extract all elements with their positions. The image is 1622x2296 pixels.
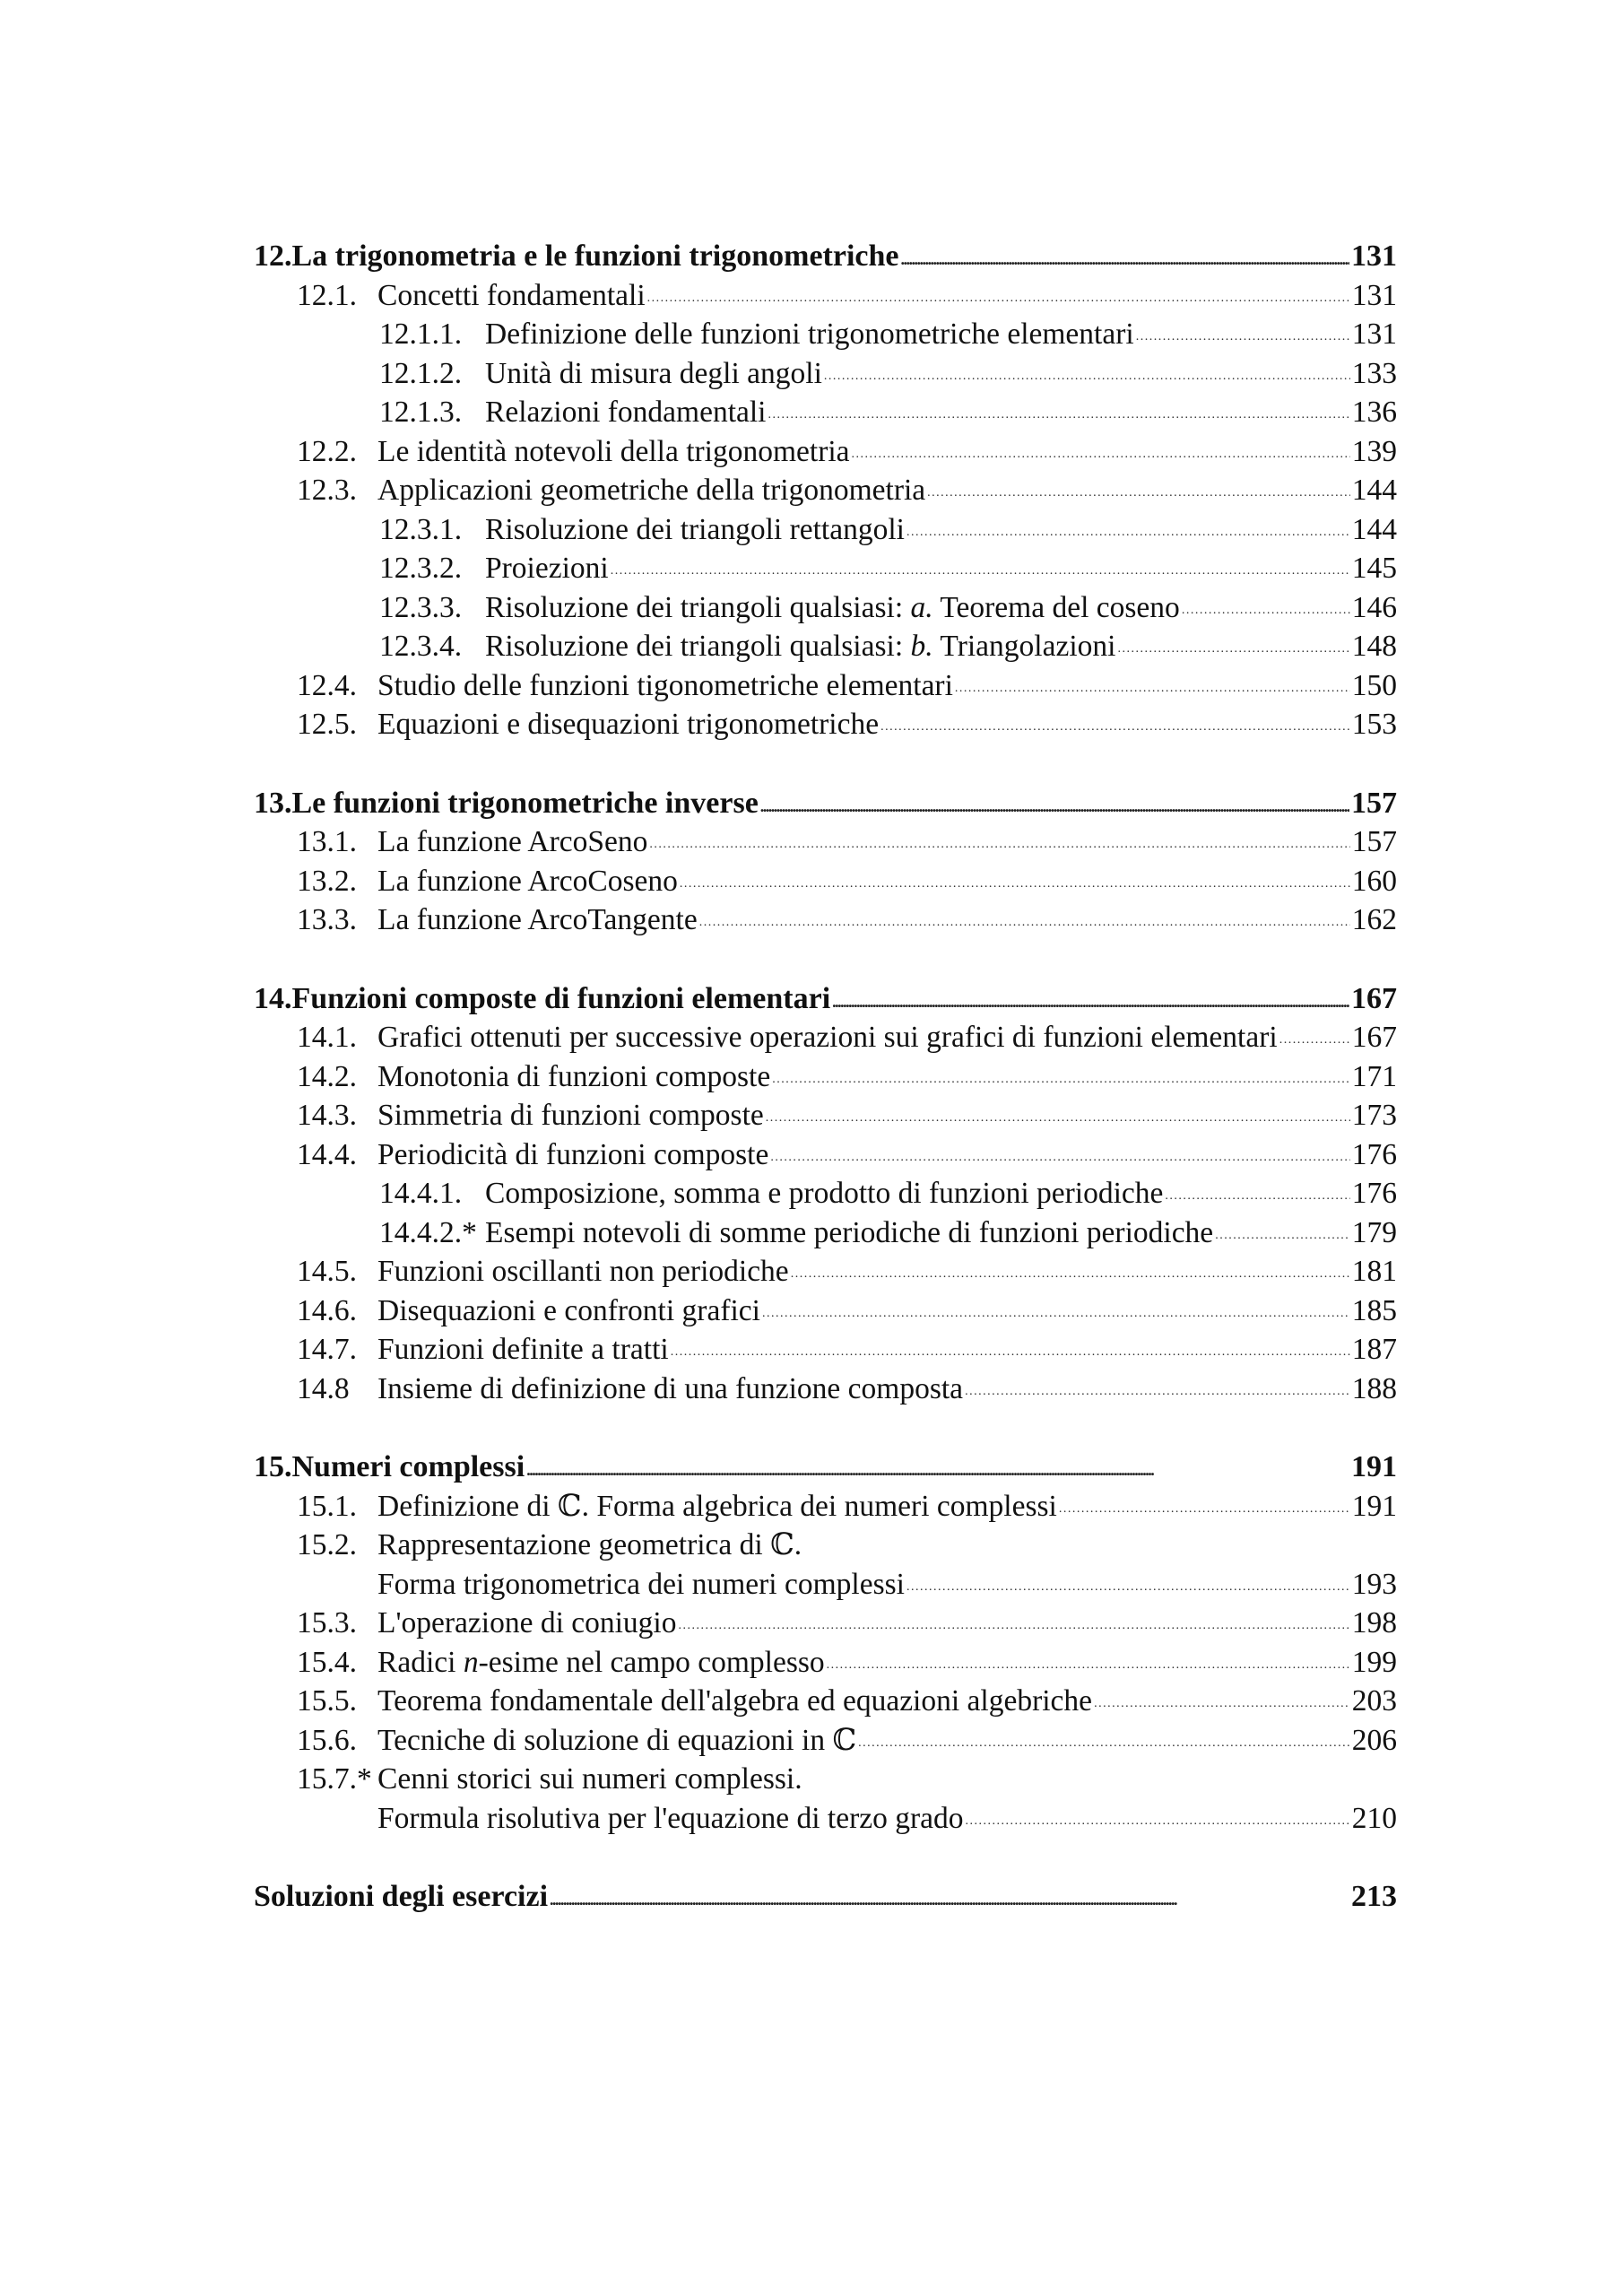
entry-number: 12.1.3.: [379, 396, 463, 429]
section-entry[interactable]: [254, 1721, 1397, 1761]
dot-leader: [955, 668, 1350, 695]
entry-page: 157: [1351, 825, 1397, 858]
dot-leader: [880, 707, 1350, 734]
dot-leader: [1215, 1215, 1350, 1242]
entry-number: 12.1.2.: [379, 356, 463, 390]
entry-title: La funzione ArcoSeno: [377, 825, 648, 858]
entry-title: L'operazione di coniugio: [377, 1606, 677, 1639]
entry-number: 13.1.: [297, 825, 357, 858]
entry-page: 167: [1351, 1021, 1397, 1054]
entry-page: 162: [1351, 903, 1397, 936]
section-entry[interactable]: [254, 1018, 1397, 1057]
entry-page: 203: [1351, 1684, 1397, 1718]
chapter-heading[interactable]: [254, 1448, 1397, 1487]
dot-leader: [906, 512, 1350, 539]
dot-leader: [965, 1371, 1350, 1398]
entry-page: 188: [1351, 1371, 1397, 1405]
entry-title: Grafici ottenuti per successive operazioni sui grafici di funzioni elementari: [377, 1021, 1278, 1054]
dot-leader: [858, 1723, 1350, 1750]
entry-title-part: Teorema del coseno: [932, 590, 1180, 624]
chapter-number: 14.: [254, 981, 292, 1015]
entry-number: 14.4.1.: [379, 1177, 463, 1210]
entry-title: Definizione di ℂ. Forma algebrica dei numeri complessi: [377, 1489, 1057, 1523]
section-entry[interactable]: [254, 1760, 1397, 1799]
dot-leader: [1136, 317, 1350, 344]
subsection-entry[interactable]: [254, 588, 1397, 628]
entry-title-part: Radici: [377, 1645, 464, 1679]
entry-number: 12.4.: [297, 668, 357, 702]
entry-title: Risoluzione dei triangoli rettangoli: [485, 512, 905, 546]
section-entry[interactable]: [254, 822, 1397, 862]
entry-title: Tecniche di soluzione di equazioni in ℂ: [377, 1723, 857, 1757]
chapter-gap: [254, 1408, 1397, 1448]
dot-leader: [762, 1293, 1350, 1320]
section-entry[interactable]: [254, 1682, 1397, 1721]
entry-number: 15.3.: [297, 1606, 357, 1639]
entry-title: Formula risolutiva per l'equazione di terzo grado: [377, 1801, 964, 1835]
dot-leader: [550, 1879, 1349, 1906]
entry-number: 14.6.: [297, 1293, 357, 1327]
entry-number: 13.3.: [297, 903, 357, 936]
dot-leader: [611, 551, 1350, 578]
chapter-gap: [254, 744, 1397, 784]
entry-title: Monotonia di funzioni composte: [377, 1059, 771, 1093]
entry-title-italic: a.: [910, 590, 933, 624]
entry-number: 12.3.3.: [379, 590, 463, 624]
entry-title: Funzioni definite a tratti: [377, 1333, 669, 1366]
dot-leader: [768, 395, 1350, 422]
dot-leader: [791, 1254, 1350, 1281]
entry-number: 14.8: [297, 1371, 350, 1405]
entry-page: 133: [1351, 356, 1397, 390]
dot-leader: [1117, 629, 1349, 656]
dot-leader: [1182, 590, 1350, 617]
dot-leader: [526, 1449, 1349, 1476]
entry-number: 15.7.*: [297, 1762, 372, 1796]
section-entry[interactable]: [254, 1643, 1397, 1683]
chapter-title: La trigonometria e le funzioni trigonometriche: [291, 239, 899, 273]
entry-number: 12.1.1.: [379, 317, 463, 351]
dot-leader: [770, 1137, 1349, 1164]
section-entry[interactable]: [254, 666, 1397, 706]
entry-page: 145: [1351, 552, 1397, 585]
dot-leader: [1279, 1020, 1350, 1047]
entry-number: 13.2.: [297, 864, 357, 898]
entry-title: Equazioni e disequazioni trigonometriche: [377, 708, 880, 741]
chapter-page: 191: [1351, 1450, 1397, 1483]
entry-page: 185: [1351, 1293, 1397, 1327]
solutions-heading[interactable]: [254, 1877, 1397, 1917]
entry-number: 15.2.: [297, 1528, 357, 1561]
entry-title: Rappresentazione geometrica di ℂ.: [377, 1528, 802, 1561]
entry-page: 144: [1351, 512, 1397, 546]
entry-title: Studio delle funzioni tigonometriche elementari: [377, 668, 953, 702]
dot-leader: [766, 1098, 1350, 1125]
entry-title: [485, 627, 1115, 666]
dot-leader: [1165, 1176, 1349, 1203]
dot-leader: [824, 356, 1350, 383]
entry-page: 131: [1351, 317, 1397, 351]
chapter-title: Funzioni composte di funzioni elementari: [291, 981, 831, 1015]
entry-number: 15.6.: [297, 1723, 357, 1757]
section-entry[interactable]: [254, 1330, 1397, 1370]
entry-page: 136: [1351, 396, 1397, 429]
entry-number: 14.2.: [297, 1059, 357, 1093]
dot-leader: [1059, 1489, 1350, 1516]
subsection-entry[interactable]: [254, 1213, 1397, 1253]
chapter-title: Numeri complessi: [291, 1450, 525, 1483]
section-entry[interactable]: [254, 900, 1397, 940]
chapter-gap: [254, 940, 1397, 979]
entry-page: 187: [1351, 1333, 1397, 1366]
entry-title-italic: b.: [910, 630, 933, 663]
dot-leader: [699, 902, 1350, 929]
entry-title-italic: n: [463, 1645, 479, 1679]
entry-title: Unità di misura degli angoli: [485, 356, 822, 390]
entry-page: 199: [1351, 1645, 1397, 1679]
dot-leader: [832, 981, 1349, 1008]
chapter-heading[interactable]: [254, 979, 1397, 1019]
entry-title: [485, 588, 1180, 628]
dot-leader: [901, 239, 1349, 265]
chapter-page: 167: [1351, 981, 1397, 1015]
section-entry-continuation[interactable]: [254, 1799, 1397, 1839]
dot-leader: [671, 1332, 1350, 1359]
chapter-number: 12.: [254, 239, 292, 273]
chapter-number: 13.: [254, 786, 292, 820]
subsection-entry[interactable]: [254, 393, 1397, 432]
entry-title: [377, 1643, 825, 1683]
entry-page: 171: [1351, 1059, 1397, 1093]
entry-title-part: Risoluzione dei triangoli qualsiasi:: [485, 590, 911, 624]
entry-title: Forma trigonometrica dei numeri complessi: [377, 1567, 905, 1601]
entry-page: 148: [1351, 630, 1397, 663]
section-entry[interactable]: [254, 471, 1397, 510]
dot-leader: [927, 473, 1350, 500]
table-of-contents: [254, 237, 1397, 1917]
dot-leader: [966, 1801, 1350, 1828]
entry-number: 14.7.: [297, 1333, 357, 1366]
entry-number: 12.1.: [297, 278, 357, 312]
entry-number: 15.1.: [297, 1489, 357, 1523]
entry-title: Funzioni oscillanti non periodiche: [377, 1255, 789, 1288]
section-entry[interactable]: [254, 432, 1397, 472]
dot-leader: [680, 864, 1350, 891]
dot-leader: [852, 434, 1350, 461]
entry-number: 14.4.2.*: [379, 1215, 477, 1249]
entry-page: 179: [1351, 1215, 1397, 1249]
entry-title: Proiezioni: [485, 552, 609, 585]
entry-title: Applicazioni geometriche della trigonometria: [377, 474, 926, 507]
entry-title-part: -esime nel campo complesso: [478, 1645, 825, 1679]
section-entry[interactable]: [254, 705, 1397, 744]
dot-leader: [760, 786, 1349, 813]
entry-title: Insieme di definizione di una funzione composta: [377, 1371, 964, 1405]
chapter-gap: [254, 1838, 1397, 1877]
subsection-entry[interactable]: [254, 315, 1397, 354]
dot-leader: [772, 1059, 1350, 1086]
entry-title-part: Risoluzione dei triangoli qualsiasi:: [485, 630, 911, 663]
entry-number: 12.3.: [297, 474, 357, 507]
solutions-title: Soluzioni degli esercizi: [254, 1880, 549, 1913]
entry-title: Esempi notevoli di somme periodiche di funzioni periodiche: [485, 1215, 1214, 1249]
section-entry[interactable]: [254, 1370, 1397, 1409]
chapter-heading[interactable]: [254, 784, 1397, 823]
entry-title-part: Triangolazioni: [932, 630, 1116, 663]
chapter-heading[interactable]: [254, 237, 1397, 276]
chapter-page: 157: [1351, 786, 1397, 820]
subsection-entry[interactable]: [254, 510, 1397, 550]
solutions-page: 213: [1351, 1880, 1397, 1913]
entry-page: 198: [1351, 1606, 1397, 1639]
section-entry[interactable]: [254, 1252, 1397, 1292]
section-entry[interactable]: [254, 1526, 1397, 1565]
entry-number: 14.4.: [297, 1137, 357, 1171]
entry-title: Cenni storici sui numeri complessi.: [377, 1762, 802, 1796]
entry-number: 12.3.1.: [379, 512, 463, 546]
section-entry[interactable]: [254, 1096, 1397, 1135]
entry-page: 131: [1351, 278, 1397, 312]
entry-page: 176: [1351, 1137, 1397, 1171]
dot-leader: [827, 1645, 1350, 1672]
entry-title: Teorema fondamentale dell'algebra ed equazioni algebriche: [377, 1684, 1093, 1718]
entry-number: 12.5.: [297, 708, 357, 741]
entry-title: Simmetria di funzioni composte: [377, 1099, 764, 1132]
entry-number: 15.5.: [297, 1684, 357, 1718]
entry-title: Concetti fondamentali: [377, 278, 646, 312]
entry-title: Periodicità di funzioni composte: [377, 1137, 769, 1171]
subsection-entry[interactable]: [254, 1174, 1397, 1213]
entry-title: Composizione, somma e prodotto di funzioni periodiche: [485, 1177, 1164, 1210]
section-entry-continuation[interactable]: [254, 1565, 1397, 1605]
section-entry[interactable]: [254, 1135, 1397, 1175]
dot-leader: [1094, 1683, 1350, 1710]
entry-page: 193: [1351, 1567, 1397, 1601]
entry-page: 146: [1351, 590, 1397, 624]
entry-number: 12.2.: [297, 434, 357, 468]
dot-leader: [647, 278, 1350, 305]
entry-number: 14.3.: [297, 1099, 357, 1132]
subsection-entry[interactable]: [254, 627, 1397, 666]
entry-title: Disequazioni e confronti grafici: [377, 1293, 760, 1327]
section-entry[interactable]: [254, 862, 1397, 901]
dot-leader: [649, 824, 1349, 851]
chapter-page: 131: [1351, 239, 1397, 273]
section-entry[interactable]: [254, 1292, 1397, 1331]
entry-page: 139: [1351, 434, 1397, 468]
entry-title: Definizione delle funzioni trigonometriche elementari: [485, 317, 1134, 351]
entry-page: 210: [1351, 1801, 1397, 1835]
entry-page: 144: [1351, 474, 1397, 507]
entry-page: 173: [1351, 1099, 1397, 1132]
subsection-entry[interactable]: [254, 354, 1397, 394]
dot-leader: [678, 1605, 1349, 1632]
entry-page: 150: [1351, 668, 1397, 702]
entry-title: La funzione ArcoCoseno: [377, 864, 678, 898]
entry-page: 153: [1351, 708, 1397, 741]
entry-title: La funzione ArcoTangente: [377, 903, 698, 936]
entry-page: 206: [1351, 1723, 1397, 1757]
entry-page: 160: [1351, 864, 1397, 898]
chapter-title: Le funzioni trigonometriche inverse: [291, 786, 759, 820]
entry-number: 12.3.2.: [379, 552, 463, 585]
section-entry[interactable]: [254, 1487, 1397, 1526]
section-entry[interactable]: [254, 1604, 1397, 1643]
section-entry[interactable]: [254, 276, 1397, 316]
dot-leader: [906, 1567, 1350, 1594]
subsection-entry[interactable]: [254, 549, 1397, 588]
entry-number: 15.4.: [297, 1645, 357, 1679]
entry-page: 181: [1351, 1255, 1397, 1288]
entry-page: 191: [1351, 1489, 1397, 1523]
entry-number: 14.1.: [297, 1021, 357, 1054]
section-entry[interactable]: [254, 1057, 1397, 1097]
entry-number: 14.5.: [297, 1255, 357, 1288]
entry-page: 176: [1351, 1177, 1397, 1210]
entry-title: Relazioni fondamentali: [485, 396, 767, 429]
chapter-number: 15.: [254, 1450, 292, 1483]
entry-number: 12.3.4.: [379, 630, 463, 663]
entry-title: Le identità notevoli della trigonometria: [377, 434, 850, 468]
